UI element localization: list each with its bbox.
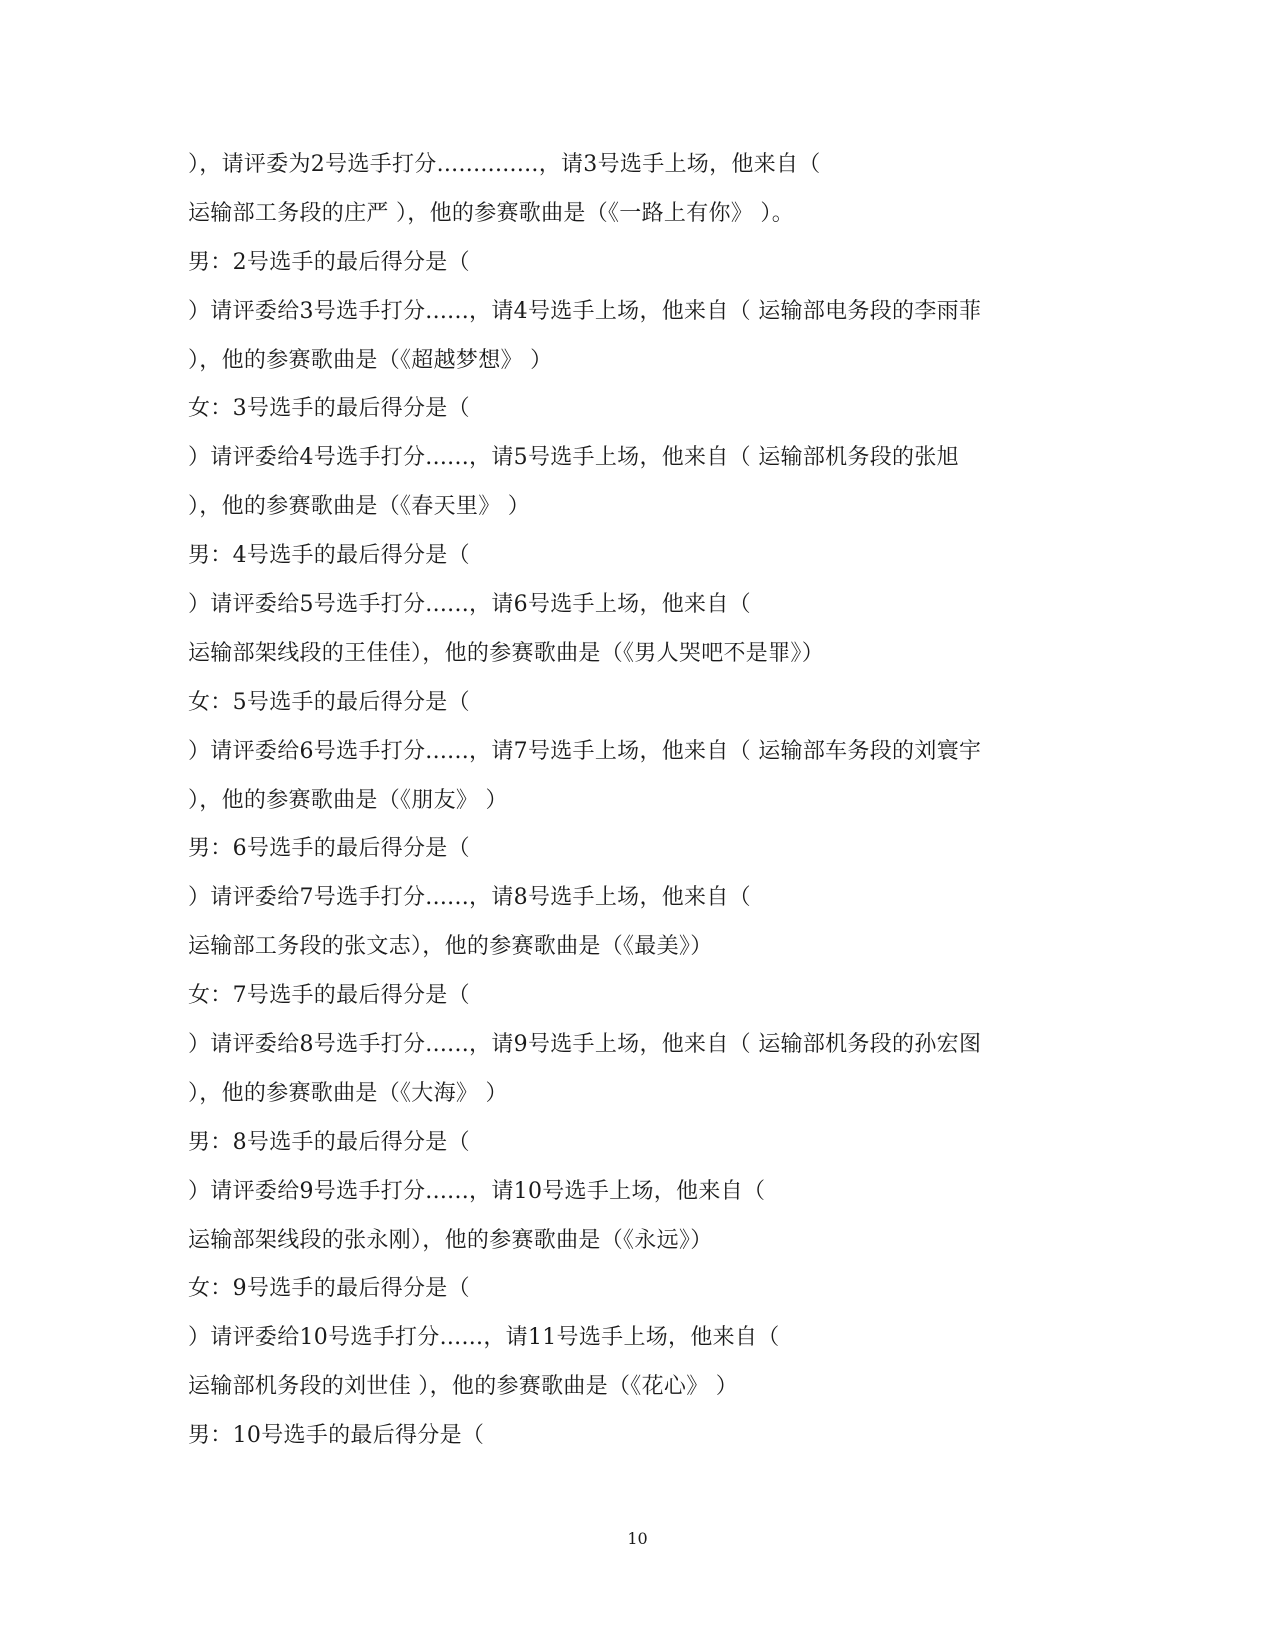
document-body (188, 153, 1088, 1473)
text-line: 运输部架线段的张永刚），他的参赛歌曲是（《永远》） (188, 1227, 713, 1253)
text-line: ）请评委给8号选手打分......，请9号选手上场，他来自（ 运输部机务段的孙宏图 (188, 1032, 982, 1058)
text-line: ）请评委给10号选手打分......，请11号选手上场，他来自（ (188, 1325, 780, 1351)
text-line: ）请评委给3号选手打分......，请4号选手上场，他来自（ 运输部电务段的李雨菲 (188, 298, 982, 324)
text-line: 男：10号选手的最后得分是（ (188, 1423, 485, 1449)
text-line: 女：3号选手的最后得分是（ (188, 396, 470, 422)
text-line: ），他的参赛歌曲是（《大海》 ） (188, 1080, 508, 1106)
text-line: 女：7号选手的最后得分是（ (188, 983, 470, 1009)
text-line: ），他的参赛歌曲是（《超越梦想》 ） (188, 347, 553, 373)
text-line: 男：2号选手的最后得分是（ (188, 249, 470, 275)
text-line: 运输部工务段的庄严 ），他的参赛歌曲是（《一路上有你》 ）。 (188, 200, 794, 226)
text-line: ），他的参赛歌曲是（《春天里》 ） (188, 494, 531, 520)
text-line: ）请评委给9号选手打分......，请10号选手上场，他来自（ (188, 1178, 766, 1204)
text-line: ）请评委给7号选手打分......，请8号选手上场，他来自（ (188, 885, 751, 911)
text-line: ），请评委为2号选手打分..............，请3号选手上场，他来自（ (188, 152, 821, 177)
text-line: 运输部架线段的王佳佳），他的参赛歌曲是（《男人哭吧不是罪》） (188, 640, 825, 666)
text-line: ）请评委给5号选手打分......，请6号选手上场，他来自（ (188, 592, 751, 618)
text-line: 男：6号选手的最后得分是（ (188, 836, 470, 862)
text-line: 女：9号选手的最后得分是（ (188, 1276, 470, 1302)
text-line: ）请评委给4号选手打分......，请5号选手上场，他来自（ 运输部机务段的张旭 (188, 445, 959, 471)
text-line: 男：4号选手的最后得分是（ (188, 543, 470, 569)
text-line: 女：5号选手的最后得分是（ (188, 689, 470, 715)
text-line: 运输部工务段的张文志），他的参赛歌曲是（《最美》） (188, 934, 713, 960)
text-line: ），他的参赛歌曲是（《朋友》 ） (188, 787, 508, 813)
text-line: 运输部机务段的刘世佳 ），他的参赛歌曲是（《花心》 ） (188, 1374, 739, 1400)
text-line: ）请评委给6号选手打分......，请7号选手上场，他来自（ 运输部车务段的刘寰宇 (188, 738, 982, 764)
page-number: 10 (627, 1529, 648, 1548)
text-line: 男：8号选手的最后得分是（ (188, 1129, 470, 1155)
